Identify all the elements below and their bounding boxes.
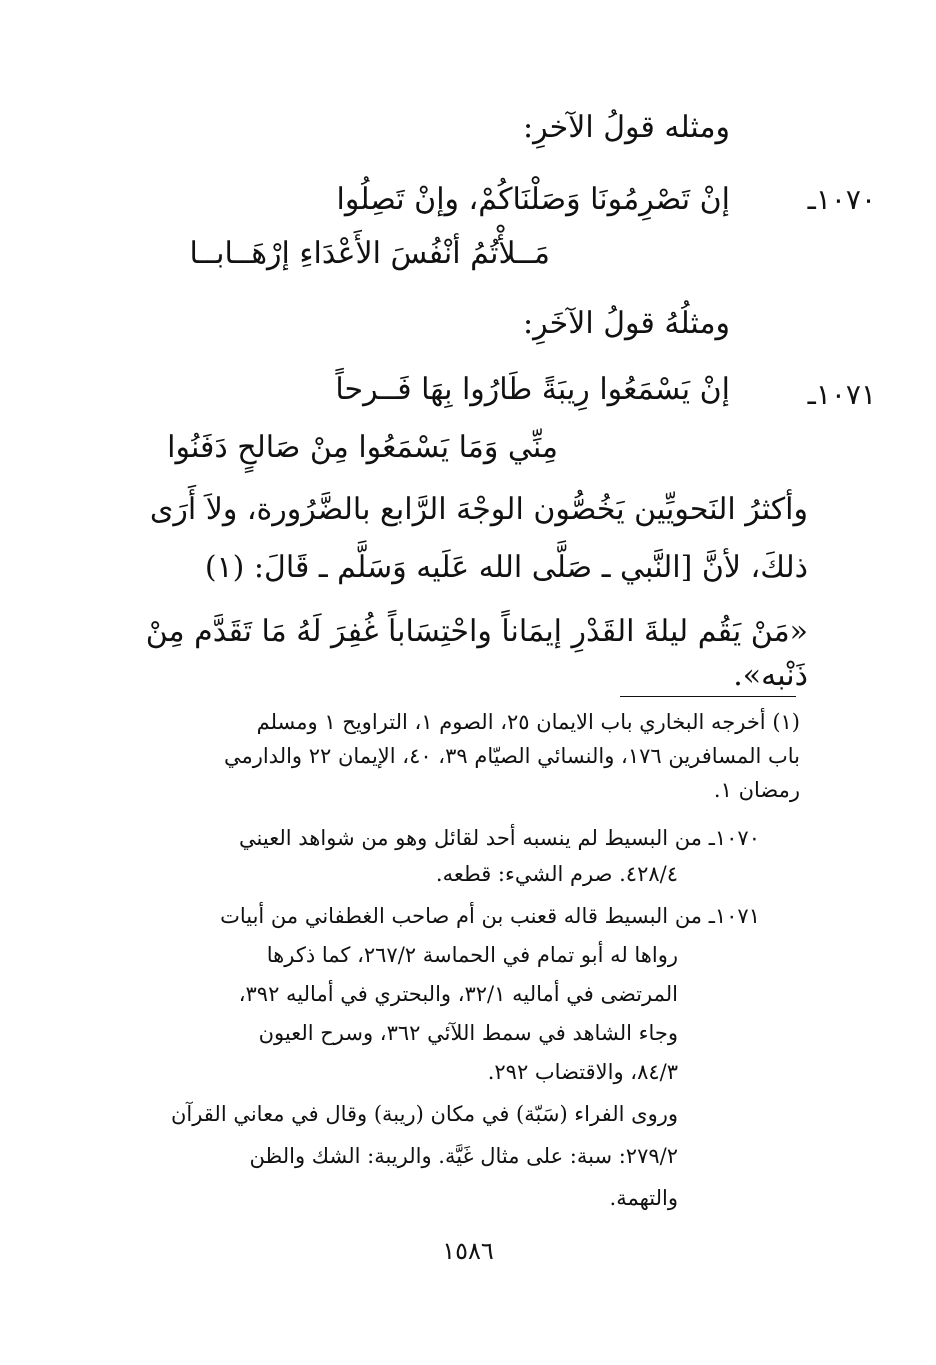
footnote-separator — [620, 696, 796, 697]
intro-line-2: ومثلُهُ قولُ الآخَرِ: — [523, 306, 730, 341]
verse-1070-hemistich-1: إنْ تَصْرِمُونَا وَصَلْنَاكُمْ، وإنْ تَصِلُوا — [336, 182, 730, 217]
footnote-1-line-2: باب المسافرين ١٧٦، والنسائي الصيّام ٣٩، ٤٠، الإيمان ٢٢ والدارمي — [223, 744, 800, 768]
note-1071-line-4: وجاء الشاهد في سمط اللآئي ٣٦٢، وسرح العيون — [258, 1021, 678, 1045]
verse-number-1071: ١٠٧١ـ — [807, 378, 876, 411]
hadith-line-1: «مَنْ يَقُم ليلةَ القَدْرِ إيمَاناً واحْتِسَاباً غُفِرَ لَهُ مَا تَقَدَّم مِنْ — [145, 614, 808, 649]
note-1071-line-2: رواها له أبو تمام في الحماسة ٢٦٧/٢، كما ذكرها — [266, 943, 678, 967]
hadith-line-2: ذَنْبه». — [733, 658, 808, 693]
note-1071-line-3: المرتضى في أماليه ٣٢/١، والبحتري في أماليه ٣٩٢، — [238, 982, 678, 1006]
note-1070-line-1: ١٠٧٠ـ من البسيط لم ينسبه أحد لقائل وهو من شواهد العيني — [239, 826, 760, 850]
verse-1071-hemistich-1: إنْ يَسْمَعُوا رِيبَةً طَارُوا بِهَا فَــرحاً — [335, 372, 730, 407]
page-number: ١٥٨٦ — [442, 1237, 494, 1265]
verse-1070-hemistich-2: مَــلأْتُمُ أنْفُسَ الأَعْدَاءِ إرْهَــابــا — [189, 236, 550, 271]
note-1071-line-5: ٨٤/٣، والاقتضاب ٢٩٢. — [487, 1060, 678, 1084]
paragraph-line-2: ذلكَ، لأنَّ [النَّبي ـ صَلَّى الله عَلَيه وَسَلَّم ـ قَالَ: (١) — [204, 550, 808, 585]
paragraph-line-1: وأكثرُ النَحويِّين يَخُصُّون الوجْهَ الرَّابع بالضَّرُورة، ولاَ أَرَى — [149, 492, 808, 527]
footnote-1-line-3: رمضان ١. — [713, 778, 800, 802]
footnote-1-line-1: (١) أخرجه البخاري باب الايمان ٢٥، الصوم ١، التراويح ١ ومسلم — [256, 710, 800, 734]
verse-number-1070: ١٠٧٠ـ — [807, 183, 876, 216]
farra-note-line-3: والتهمة. — [609, 1186, 678, 1210]
farra-note-line-2: ٢٧٩/٢: سبة: على مثال غَيَّة. والريبة: الشك والظن — [249, 1144, 678, 1168]
note-1070-line-2: ٤٢٨/٤. صرم الشيء: قطعه. — [435, 862, 678, 886]
verse-1071-hemistich-2: مِنِّي وَمَا يَسْمَعُوا مِنْ صَالحٍ دَفَنُوا — [167, 430, 558, 465]
note-1071-line-1: ١٠٧١ـ من البسيط قاله قعنب بن أم صاحب الغطفاني من أبيات — [220, 904, 760, 928]
intro-line-1: ومثله قولُ الآخرِ: — [523, 110, 730, 145]
farra-note-line-1: وروى الفراء (سَبّة) في مكان (ريبة) وقال في معاني القرآن — [170, 1102, 678, 1126]
